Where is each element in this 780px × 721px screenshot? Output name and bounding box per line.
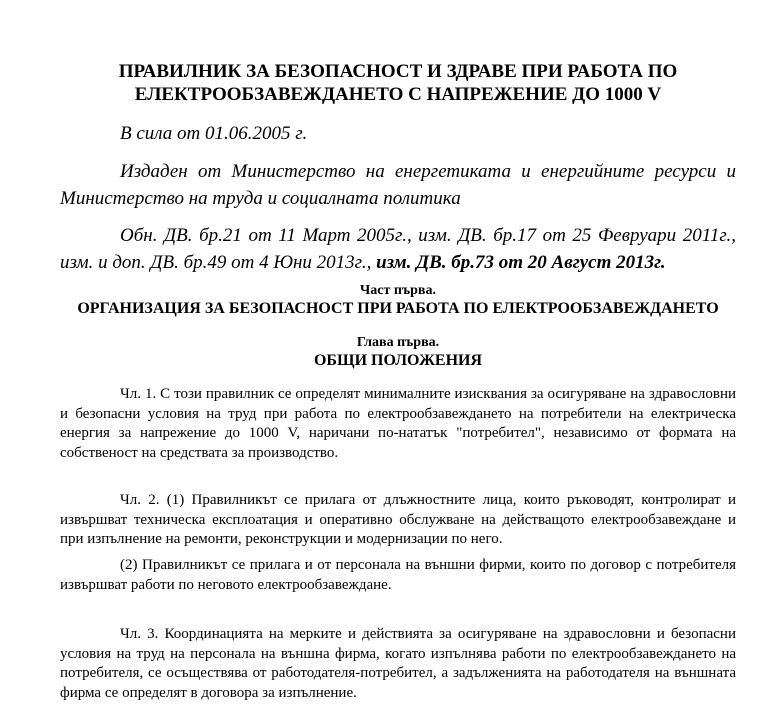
- article-2-paragraph-1: Чл. 2. (1) Правилникът се прилага от длъжностните лица, които ръководят, контролират и извършват техническа експлоатация и оперативно обслужване на действащото електрообзавеждане и при изпълнение на ремонти, реконструкции и модернизации по него.: [60, 492, 736, 547]
- article-1: Чл. 1. С този правилник се определят минималните изисквания за осигуряване на здравословни и безопасни условия на труд при работа по електрообзавеждането на потребители на електрическа енергия за напрежение до 1000 V, наричани по-нататък "потребител", независимо от формата на собственост на средствата за производство.: [60, 386, 736, 461]
- publication-amendments: Обн. ДВ. бр.21 от 11 Март 2005г., изм. ДВ. бр.17 от 25 Февруари 2011г., изм. и доп. ДВ. бр.49 от 4 Юни 2013г.,: [60, 225, 736, 273]
- effective-date: В сила от 01.06.2005 г.: [120, 123, 308, 144]
- chapter-title: ОБЩИ ПОЛОЖЕНИЯ: [313, 352, 483, 369]
- chapter-label: Глава първа.: [356, 335, 440, 350]
- part-heading: [60, 282, 736, 318]
- part-title: ОРГАНИЗАЦИЯ ЗА БЕЗОПАСНОСТ ПРИ РАБОТА ПО ЕЛЕКТРООБЗАВЕЖДАНЕТО: [77, 300, 719, 317]
- publication-info: [60, 222, 736, 276]
- publication-latest-amendment: изм. ДВ. бр.73 от 20 Август 2013г.: [376, 252, 666, 273]
- article-2-paragraph-2: (2) Правилникът се прилага и от персонала на външни фирми, които по договор с потребителя извършват работи по неговото електрообзавеждане.: [60, 557, 736, 593]
- chapter-heading: [60, 334, 736, 370]
- document-title: ПРАВИЛНИК ЗА БЕЗОПАСНОСТ И ЗДРАВЕ ПРИ РАБОТА ПО ЕЛЕКТРООБЗАВЕЖДАНЕТО С НАПРЕЖЕНИЕ ДО 1000 V: [118, 61, 678, 105]
- article-3: Чл. 3. Координацията на мерките и действията за осигуряване на здравословни и безопасни условия на труд на персонала на външна фирма, когато изпълнява работи по електрообзавеждането на потребителя, се осъществява от работодателя-потребител, а задълженията на работодателя на външната фирма се определят в договора за изпълнение.: [60, 626, 736, 701]
- part-label: Част първа.: [360, 283, 436, 298]
- issued-by: Издаден от Министерство на енергетиката и енергийните ресурси и Министерство на труда и социалната политика: [60, 161, 736, 209]
